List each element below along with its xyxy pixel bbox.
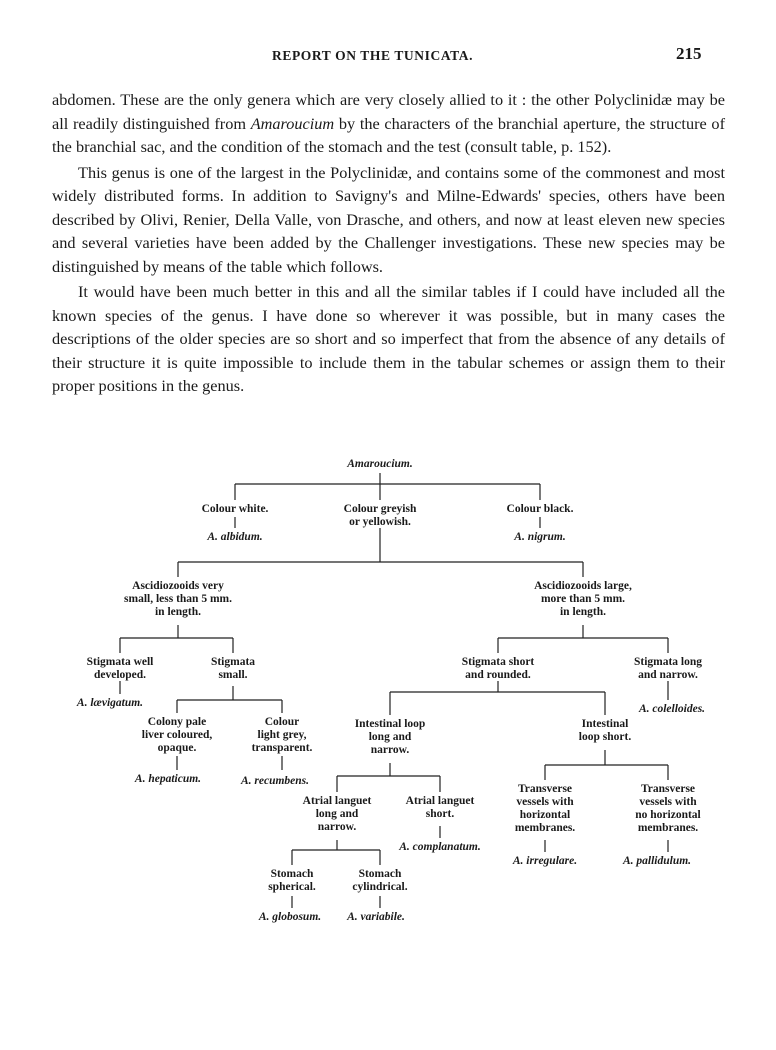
node-transverse-horizontal (515, 783, 575, 835)
genus-name-amaroucium: Amaroucium (250, 113, 335, 133)
node-transverse-no-horizontal (635, 783, 701, 835)
node-large-line-3: in length. (559, 606, 606, 618)
node-atrial-long-line-2: long and (315, 808, 359, 820)
node-trans-horiz-line-1: Transverse (517, 783, 573, 795)
node-stigmata-well (87, 656, 154, 682)
body-text (52, 88, 725, 398)
node-trans-no-line-2: vessels with (639, 796, 697, 808)
node-pale-line-3: opaque. (157, 742, 197, 754)
node-stomach-spherical (268, 868, 316, 894)
species-albidum: A. albidum. (207, 531, 263, 543)
node-colour-white: Colour white. (201, 503, 269, 515)
node-small-line-1: Ascidiozooids very (132, 580, 224, 592)
species-variabile: A. variabile. (347, 911, 405, 923)
node-large-line-1: Ascidiozooids large, (534, 580, 632, 592)
node-trans-horiz-line-3: horizontal (519, 809, 571, 821)
species-complanatum: A. complanatum. (399, 841, 481, 853)
page-number: 215 (676, 44, 702, 63)
node-stig-short-line-2: and rounded. (465, 669, 531, 681)
node-atrial-short-line-1: Atrial languet (405, 795, 475, 807)
species-nigrum: A. nigrum. (514, 531, 566, 543)
node-colour-black: Colour black. (506, 503, 574, 515)
node-atrial-short-line-2: short. (425, 808, 455, 820)
node-stig-long-line-2: and narrow. (638, 669, 698, 681)
species-hepaticum: A. hepaticum. (134, 773, 202, 785)
paragraph-2: This genus is one of the largest in the Polyclinidæ, and contains some of the commonest and most widely distributed forms. In addition to Savigny's and Milne-Edwards' species, others have been described by Olivi, Renier, Della Valle, von Drasche, and others, and now at least eleven new species and several varieties have been added by the Challenger investigations. These new species may be distinguished by means of the table which follows. (52, 162, 725, 276)
page-header (0, 44, 776, 68)
tree-root-genus: Amaroucium. (347, 458, 413, 470)
node-stig-long-line-1: Stigmata long (633, 656, 703, 668)
node-stom-sph-line-1: Stomach (270, 868, 314, 880)
species-irregulare: A. irregulare. (512, 855, 578, 867)
node-pale-line-2: liver coloured, (141, 729, 213, 741)
node-loop-long-line-3: narrow. (370, 744, 410, 756)
species-globosum: A. globosum. (258, 911, 322, 923)
node-ascidiozooids-large (534, 580, 632, 619)
running-title: REPORT ON THE TUNICATA. (272, 48, 474, 63)
node-colony-pale (142, 716, 212, 755)
node-pale-line-1: Colony pale (147, 716, 207, 728)
node-stigmata-long (634, 656, 702, 682)
paragraph-1-start: abdomen. These are the only genera which are very closely allied to it : the other Polyclinidæ may be all readily distinguished from (52, 90, 725, 133)
node-loop-short-line-1: Intestinal (581, 718, 629, 730)
node-colour-greyish (344, 503, 417, 529)
species-key-tree (0, 440, 776, 940)
node-colour-light-grey (252, 716, 313, 755)
species-laevigatum: A. lævigatum. (76, 697, 144, 709)
node-stig-small-line-1: Stigmata (210, 656, 256, 668)
node-trans-no-line-4: membranes. (637, 822, 699, 834)
node-trans-horiz-line-2: vessels with (516, 796, 574, 808)
node-small-line-2: small, less than 5 mm. (124, 593, 232, 605)
node-atrial-long-line-3: narrow. (317, 821, 357, 833)
node-loop-long-line-2: long and (368, 731, 412, 743)
node-colour-greyish-line-2: or yellowish. (349, 516, 411, 528)
node-trans-horiz-line-4: membranes. (514, 822, 576, 834)
node-stomach-cylindrical (352, 868, 407, 894)
node-stom-cyl-line-2: cylindrical. (352, 881, 408, 893)
node-atrial-long-line-1: Atrial languet (302, 795, 372, 807)
node-stom-cyl-line-1: Stomach (358, 868, 402, 880)
node-stig-small-line-2: small. (218, 669, 248, 681)
species-pallidulum: A. pallidulum. (622, 855, 692, 867)
node-atrial-languet-short (406, 795, 475, 821)
node-large-line-2: more than 5 mm. (540, 593, 626, 605)
node-stigmata-short (462, 656, 535, 682)
node-atrial-languet-long (303, 795, 372, 834)
node-intestinal-loop-long (355, 718, 426, 757)
paragraph-1-end: by the characters of the branchial aperture, the structure of the branchial sac, and the condition of the stomach and the test (consult table, p. 152). (52, 113, 725, 156)
node-intestinal-loop-short (579, 718, 631, 744)
node-colour-greyish-line-1: Colour greyish (343, 503, 417, 515)
node-grey-line-3: transparent. (251, 742, 313, 754)
node-stom-sph-line-2: spherical. (268, 881, 316, 893)
node-loop-long-line-1: Intestinal loop (354, 718, 426, 730)
species-colelloides: A. colelloides. (638, 703, 706, 715)
node-trans-no-line-3: no horizontal (635, 809, 701, 821)
node-stigmata-small (211, 656, 255, 682)
node-small-line-3: in length. (154, 606, 202, 618)
node-stig-short-line-1: Stigmata short (461, 656, 535, 668)
paragraph-1 (52, 88, 725, 159)
paragraph-3: It would have been much better in this and all the similar tables if I could have included all the known species of the genus. I have done so wherever it was possible, but in many cases the descriptions of the older species are so short and so imperfect that from the absence of any details of their structure it is quite impossible to include them in the tabular schemes or assign them to their proper positions in the genus. (52, 282, 725, 395)
node-stig-well-line-1: Stigmata well (86, 656, 154, 668)
node-loop-short-line-2: loop short. (578, 731, 632, 743)
node-grey-line-1: Colour (264, 716, 300, 728)
node-ascidiozooids-small (124, 580, 232, 619)
node-stig-well-line-2: developed. (93, 669, 147, 681)
node-grey-line-2: light grey, (257, 729, 307, 741)
node-trans-no-line-1: Transverse (640, 783, 696, 795)
species-recumbens: A. recumbens. (240, 775, 310, 787)
